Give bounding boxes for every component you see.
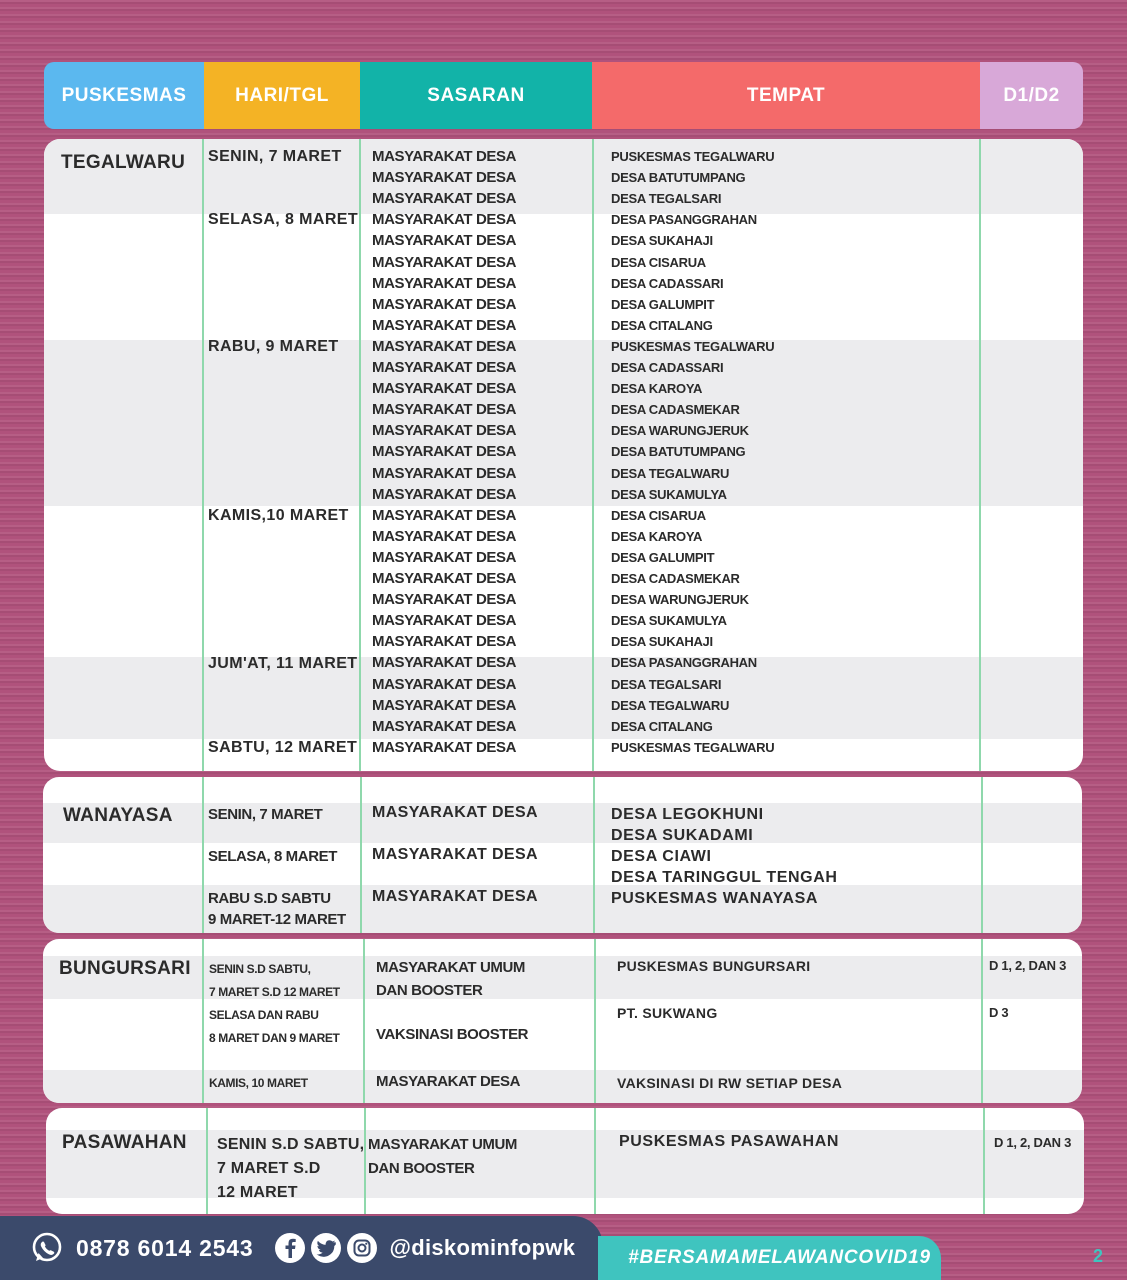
- header-puskesmas: PUSKESMAS: [44, 62, 204, 129]
- day-line: 7 MARET S.D 12 MARET: [209, 985, 340, 999]
- day-band: [43, 956, 1082, 999]
- sasaran-cell: MASYARAKAT DESA: [372, 654, 517, 672]
- tempat-cell: DESA SUKAHAJI: [611, 233, 713, 249]
- column-divider: [360, 777, 362, 933]
- column-divider: [983, 1108, 985, 1214]
- column-divider: [202, 777, 204, 933]
- tempat-cell: DESA CITALANG: [611, 718, 713, 734]
- phone-number[interactable]: 0878 6014 2543: [76, 1234, 254, 1261]
- column-divider: [364, 1108, 366, 1214]
- sasaran-cell: [368, 1133, 517, 1181]
- tempat-cell: DESA CADASMEKAR: [611, 402, 740, 418]
- sasaran-line: DAN BOOSTER: [368, 1160, 475, 1177]
- tempat-cell: PUSKESMAS TEGALWARU: [611, 338, 775, 354]
- sasaran-cell: MASYARAKAT DESA: [372, 295, 517, 313]
- tempat-cell: DESA SUKAHAJI: [611, 634, 713, 650]
- sasaran-cell: MASYARAKAT DESA: [372, 804, 539, 821]
- sasaran-cell: MASYARAKAT DESA: [372, 464, 517, 482]
- sasaran-cell: MASYARAKAT DESA: [372, 190, 517, 208]
- sasaran-cell: MASYARAKAT DESA: [372, 633, 517, 651]
- sasaran-line: VAKSINASI BOOSTER: [376, 1026, 529, 1043]
- column-divider: [202, 139, 204, 771]
- tempat-cell: [611, 846, 838, 888]
- tempat-cell: DESA BATUTUMPANG: [611, 444, 746, 460]
- day-line: SENIN S.D SABTU,: [217, 1136, 365, 1153]
- day-line: 9 MARET-12 MARET: [208, 911, 346, 928]
- header-tempat: TEMPAT: [592, 62, 980, 129]
- column-divider: [592, 139, 594, 771]
- tempat-line: DESA TARINGGUL TENGAH: [611, 869, 838, 886]
- day-line: SELASA, 8 MARET: [208, 848, 338, 865]
- tempat-cell: PUSKESMAS TEGALWARU: [611, 739, 775, 755]
- column-divider: [979, 139, 981, 771]
- column-divider: [981, 777, 983, 933]
- tempat-cell: PT. SUKWANG: [617, 1005, 718, 1021]
- hashtag-bar: [598, 1236, 941, 1280]
- day-line: KAMIS, 10 MARET: [209, 1076, 308, 1090]
- tempat-cell: DESA KAROYA: [611, 528, 703, 544]
- tempat-line: DESA SUKADAMI: [611, 827, 754, 844]
- puskesmas-name: WANAYASA: [63, 805, 173, 826]
- puskesmas-name: BUNGURSARI: [59, 958, 191, 979]
- sasaran-line: MASYARAKAT UMUM: [376, 959, 525, 976]
- dose-cell: D 1, 2, DAN 3: [989, 958, 1067, 973]
- sasaran-cell: MASYARAKAT DESA: [372, 359, 517, 376]
- tempat-cell: DESA CADASSARI: [611, 275, 724, 291]
- day-label: SELASA, 8 MARET: [208, 211, 359, 228]
- tempat-cell: DESA KAROYA: [611, 381, 703, 397]
- day-label: RABU, 9 MARET: [208, 338, 339, 355]
- hashtag: #BERSAMAMELAWANCOVID19: [628, 1247, 931, 1268]
- tempat-cell: DESA CADASSARI: [611, 360, 724, 375]
- day-label: [217, 1133, 364, 1205]
- tempat-cell: DESA TEGALWARU: [611, 465, 730, 481]
- wanayasa-section: [43, 777, 1082, 933]
- day-label: [209, 1004, 339, 1050]
- tempat-line: PUSKESMAS WANAYASA: [611, 890, 818, 907]
- column-divider: [359, 139, 361, 771]
- header-d1-d2: D1/D2: [980, 62, 1083, 129]
- sasaran-cell: MASYARAKAT DESA: [372, 274, 517, 292]
- sasaran-cell: MASYARAKAT DESA: [372, 211, 517, 229]
- day-band: [43, 803, 1082, 843]
- sasaran-line: DAN BOOSTER: [376, 982, 483, 999]
- social-handle[interactable]: @diskominfopwk: [389, 1235, 576, 1260]
- header-hari-tgl: HARI/TGL: [204, 62, 360, 129]
- sasaran-cell: MASYARAKAT DESA: [372, 717, 517, 735]
- page-number: 2: [1093, 1246, 1104, 1266]
- column-divider: [363, 939, 365, 1103]
- sasaran-cell: MASYARAKAT DESA: [372, 380, 517, 398]
- tempat-cell: DESA CISARUA: [611, 254, 706, 270]
- day-label: KAMIS,10 MARET: [208, 507, 349, 524]
- sasaran-cell: MASYARAKAT DESA: [372, 506, 517, 524]
- day-band: [46, 1130, 1084, 1198]
- sasaran-cell: MASYARAKAT DESA: [372, 401, 517, 419]
- day-band: [43, 885, 1082, 933]
- sasaran-line: MASYARAKAT UMUM: [368, 1136, 517, 1153]
- sasaran-cell: [376, 1026, 528, 1043]
- tempat-cell: DESA PASANGGRAHAN: [611, 212, 757, 228]
- day-line: SENIN S.D SABTU,: [209, 962, 311, 976]
- tempat-line: DESA CIAWI: [611, 848, 712, 865]
- tempat-cell: DESA TEGALSARI: [611, 191, 722, 207]
- puskesmas-name: PASAWAHAN: [62, 1132, 187, 1153]
- day-line: RABU S.D SABTU: [208, 890, 331, 907]
- column-divider: [594, 939, 596, 1103]
- tempat-cell: DESA GALUMPIT: [611, 549, 715, 565]
- day-band: [44, 657, 1083, 739]
- day-label: [208, 846, 337, 867]
- day-line: 7 MARET S.D: [217, 1160, 321, 1177]
- tempat-cell: PUSKESMAS PASAWAHAN: [619, 1133, 840, 1150]
- day-line: SELASA DAN RABU: [209, 1008, 319, 1022]
- sasaran-line: MASYARAKAT DESA: [376, 1073, 521, 1090]
- sasaran-cell: MASYARAKAT DESA: [372, 675, 517, 693]
- tempat-cell: DESA BATUTUMPANG: [611, 170, 746, 186]
- sasaran-cell: [376, 1073, 520, 1090]
- tempat-cell: DESA CADASMEKAR: [611, 571, 740, 586]
- column-divider: [202, 939, 204, 1103]
- tempat-cell: DESA CISARUA: [611, 507, 706, 523]
- sasaran-cell: MASYARAKAT DESA: [372, 612, 517, 630]
- sasaran-cell: MASYARAKAT DESA: [372, 253, 517, 271]
- sasaran-cell: MASYARAKAT DESA: [372, 485, 517, 503]
- day-label: [209, 1076, 308, 1090]
- sasaran-cell: MASYARAKAT DESA: [372, 337, 517, 355]
- tempat-cell: [611, 804, 764, 846]
- column-divider: [593, 777, 595, 933]
- sasaran-cell: MASYARAKAT DESA: [372, 422, 517, 440]
- pasawahan-section: [46, 1108, 1084, 1214]
- facebook-icon[interactable]: [275, 1233, 305, 1263]
- day-label: SABTU, 12 MARET: [208, 739, 358, 756]
- tempat-cell: DESA TEGALSARI: [611, 676, 722, 692]
- tempat-cell: DESA SUKAMULYA: [611, 486, 727, 502]
- sasaran-cell: MASYARAKAT DESA: [372, 591, 517, 609]
- day-label: JUM'AT, 11 MARET: [208, 655, 358, 672]
- sasaran-cell: MASYARAKAT DESA: [372, 846, 539, 863]
- sasaran-cell: MASYARAKAT DESA: [372, 548, 517, 566]
- sasaran-cell: MASYARAKAT DESA: [372, 696, 517, 714]
- tempat-cell: DESA SUKAMULYA: [611, 613, 727, 629]
- tempat-cell: [611, 888, 818, 909]
- tempat-cell: DESA GALUMPIT: [611, 296, 715, 312]
- sasaran-cell: MASYARAKAT DESA: [372, 316, 517, 334]
- header-sasaran: SASARAN: [360, 62, 592, 129]
- sasaran-cell: MASYARAKAT DESA: [372, 148, 517, 165]
- day-band: [43, 1070, 1082, 1103]
- tempat-cell: DESA WARUNGJERUK: [611, 592, 749, 608]
- day-label: SENIN, 7 MARET: [208, 148, 342, 165]
- tempat-cell: DESA TEGALWARU: [611, 697, 730, 713]
- tempat-cell: PUSKESMAS BUNGURSARI: [617, 958, 811, 974]
- tempat-cell: PUSKESMAS TEGALWARU: [611, 149, 775, 164]
- column-divider: [981, 939, 983, 1103]
- instagram-icon[interactable]: [347, 1233, 377, 1263]
- bungursari-section: [43, 939, 1082, 1103]
- column-divider: [206, 1108, 208, 1214]
- sasaran-cell: MASYARAKAT DESA: [372, 570, 517, 587]
- contact-bar: [0, 1216, 603, 1280]
- dose-cell: D 3: [989, 1005, 1009, 1020]
- day-line: 12 MARET: [217, 1184, 298, 1201]
- day-label: [208, 888, 346, 930]
- table-header: [44, 62, 1083, 129]
- day-label: [209, 958, 340, 1004]
- tempat-cell: DESA CITALANG: [611, 317, 713, 333]
- sasaran-cell: MASYARAKAT DESA: [372, 527, 517, 545]
- day-band: [44, 337, 1083, 506]
- day-line: SENIN, 7 MARET: [208, 806, 323, 823]
- day-band: [44, 139, 1083, 214]
- tempat-line: DESA LEGOKHUNI: [611, 806, 764, 823]
- tempat-cell: VAKSINASI DI RW SETIAP DESA: [617, 1075, 843, 1091]
- sasaran-cell: MASYARAKAT DESA: [372, 443, 517, 461]
- tegalwaru-section: [44, 139, 1083, 771]
- sasaran-cell: MASYARAKAT DESA: [372, 232, 517, 250]
- day-line: 8 MARET DAN 9 MARET: [209, 1031, 340, 1045]
- sasaran-cell: [376, 956, 525, 1002]
- tempat-cell: DESA PASANGGRAHAN: [611, 655, 757, 671]
- day-label: [208, 804, 322, 825]
- sasaran-cell: MASYARAKAT DESA: [372, 738, 517, 756]
- sasaran-cell: MASYARAKAT DESA: [372, 169, 517, 187]
- whatsapp-icon[interactable]: [30, 1231, 64, 1265]
- dose-cell: D 1, 2, DAN 3: [994, 1135, 1072, 1150]
- twitter-icon[interactable]: [311, 1233, 341, 1263]
- tempat-cell: DESA WARUNGJERUK: [611, 423, 749, 439]
- puskesmas-name: TEGALWARU: [61, 152, 186, 173]
- column-divider: [594, 1108, 596, 1214]
- sasaran-cell: MASYARAKAT DESA: [372, 888, 539, 905]
